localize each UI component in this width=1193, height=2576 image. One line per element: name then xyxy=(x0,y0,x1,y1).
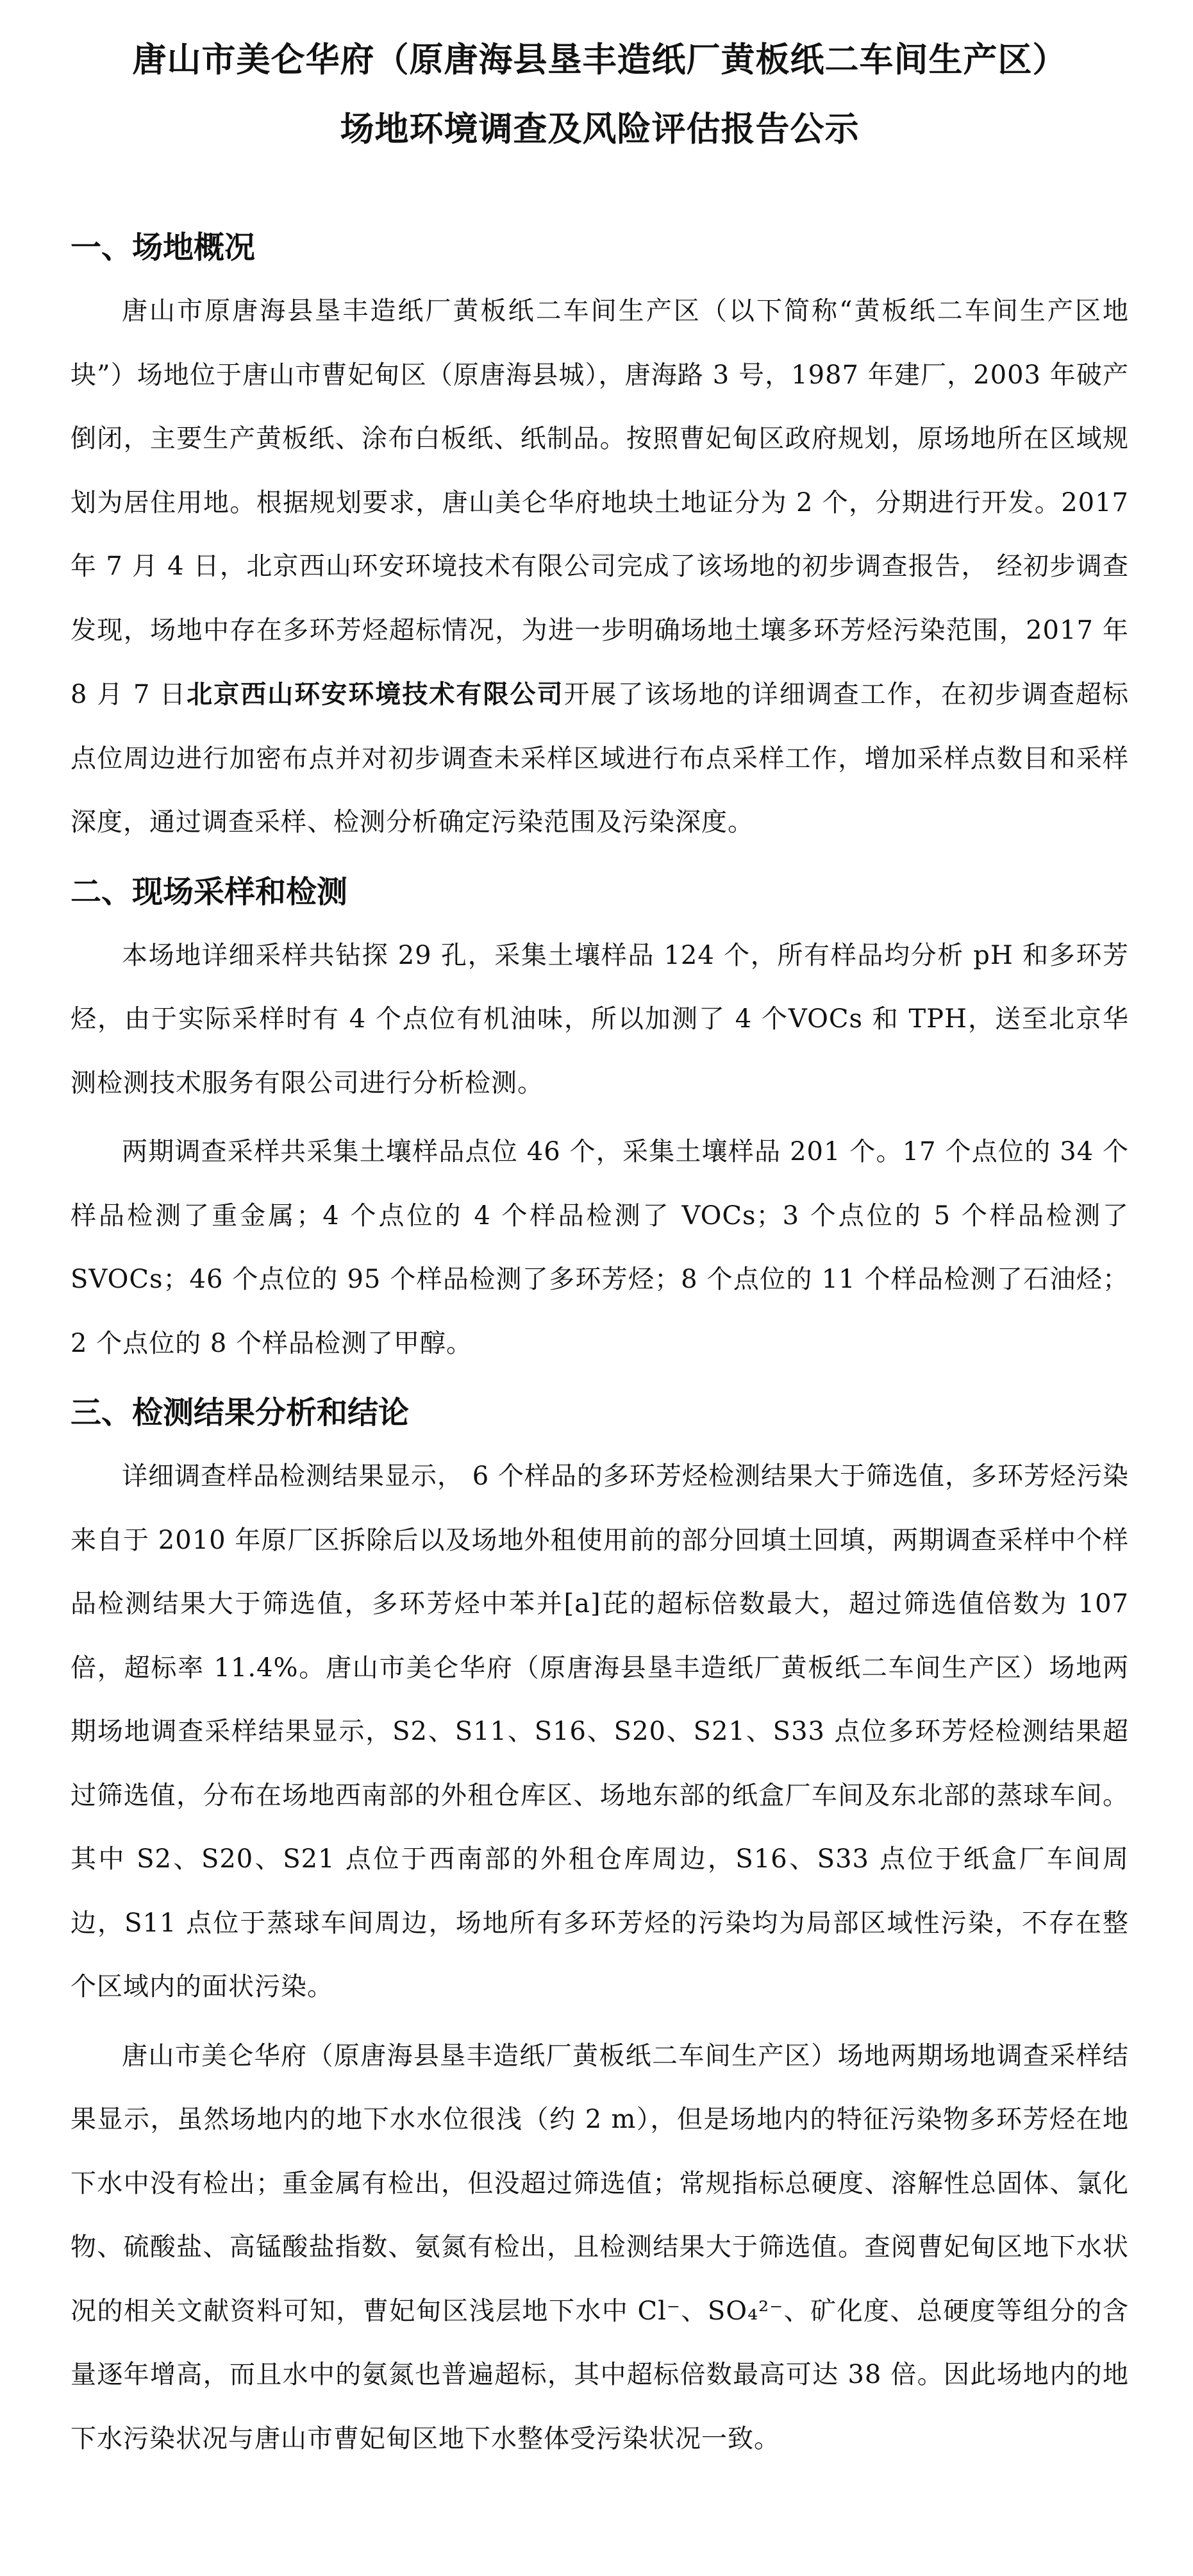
section-site-overview xyxy=(71,215,1129,855)
paragraph: 本场地详细采样共钻探 29 孔，采集土壤样品 124 个，所有样品均分析 pH 和多环芳烃，由于实际采样时有 4 个点位有机油味，所以加测了 4 个VOCs 和 TPH，送至北京华测检测技术服务有限公司进行分析检测。 xyxy=(71,940,1129,1098)
paragraph-text: 开展了该场地的详细调查工作，在初步调查超标点位周边进行加密布点并对初步调查未采样区域进行布点采样工作，增加采样点数目和采样深度，通过调查采样、检测分析确定污染范围及污染深度。 xyxy=(71,680,1130,837)
section-heading: 一、场地概况 xyxy=(71,230,256,265)
paragraph xyxy=(71,280,1129,855)
title-line-2: 场地环境调查及风险评估报告公示 xyxy=(340,110,860,149)
paragraph: 两期调查采样共采集土壤样品点位 46 个，采集土壤样品 201 个。17 个点位的 34 个样品检测了重金属；4 个点位的 4 个样品检测了 VOCs；3 个点位的 5 个样品检测了 SVOCs；46 个点位的 95 个样品检测了多环芳烃；8 个点位的 11 个样品检测了石油烃；2 个点位的 8 个样品检测了甲醇。 xyxy=(71,1137,1129,1358)
section-sampling-testing xyxy=(71,860,1129,1376)
section-heading: 二、现场采样和检测 xyxy=(71,873,348,910)
company-name-bold: 北京西山环安环境技术有限公司 xyxy=(187,679,564,709)
section-results-conclusion xyxy=(71,1381,1129,2471)
paragraph: 唐山市美仑华府（原唐海县垦丰造纸厂黄板纸二车间生产区）场地两期场地调查采样结果显示，虽然场地内的地下水水位很浅（约 2 m），但是场地内的特征污染物多环芳烃在地下水中没有检出；重金属有检出，但没超过筛选值；常规指标总硬度、溶解性总固体、氯化物、硫酸盐、高锰酸盐指数、氨氮有检出，且检测结果大于筛选值。查阅曹妃甸区地下水状况的相关文献资料可知，曹妃甸区浅层地下水中 Cl⁻、SO₄²⁻、矿化度、总硬度等组分的含量逐年增高，而且水中的氨氮也普遍超标，其中超标倍数最高可达 38 倍。因此场地内的地下水污染状况与唐山市曹妃甸区地下水整体受污染状况一致。 xyxy=(71,2041,1129,2454)
title-line-1: 唐山市美仑华府（原唐海县垦丰造纸厂黄板纸二车间生产区） xyxy=(132,40,1067,80)
paragraph: 详细调查样品检测结果显示， 6 个样品的多环芳烃检测结果大于筛选值，多环芳烃污染来自于 2010 年原厂区拆除后以及场地外租使用前的部分回填土回填，两期调查采样中个样品检测结果大于筛选值，多环芳烃中苯并[a]芘的超标倍数最大，超过筛选值倍数为 107 倍，超标率 11.4%。唐山市美仑华府（原唐海县垦丰造纸厂黄板纸二车间生产区）场地两期场地调查采样结果显示，S2、S11、S16、S20、S21、S33 点位多环芳烃检测结果超过筛选值，分布在场地西南部的外租仓库区、场地东部的纸盒厂车间及东北部的蒸球车间。其中 S2、S20、S21 点位于西南部的外租仓库周边，S16、S33 点位于纸盒厂车间周边，S11 点位于蒸球车间周边，场地所有多环芳烃的污染均为局部区域性污染，不存在整个区域内的面状污染。 xyxy=(71,1461,1129,2001)
section-heading: 三、检测结果分析和结论 xyxy=(71,1395,410,1431)
document-title xyxy=(71,26,1129,164)
paragraph-text: 唐山市原唐海县垦丰造纸厂黄板纸二车间生产区（以下简称“黄板纸二车间生产区地块”）场地位于唐山市曹妃甸区（原唐海县城），唐海路 3 号，1987 年建厂，2003 年破产倒闭，主要生产黄板纸、涂布白板纸、纸制品。按照曹妃甸区政府规划，原场地所在区域规划为居住用地。根据规划要求，唐山美仑华府地块土地证分为 2 个，分期进行开发。2017 年 7 月 4 日，北京西山环安环境技术有限公司完成了该场地的初步调查报告， 经初步调查发现，场地中存在多环芳烃超标情况，为进一步明确场地土壤多环芳烃污染范围，2017 年 8 月 7 日 xyxy=(71,296,1129,709)
